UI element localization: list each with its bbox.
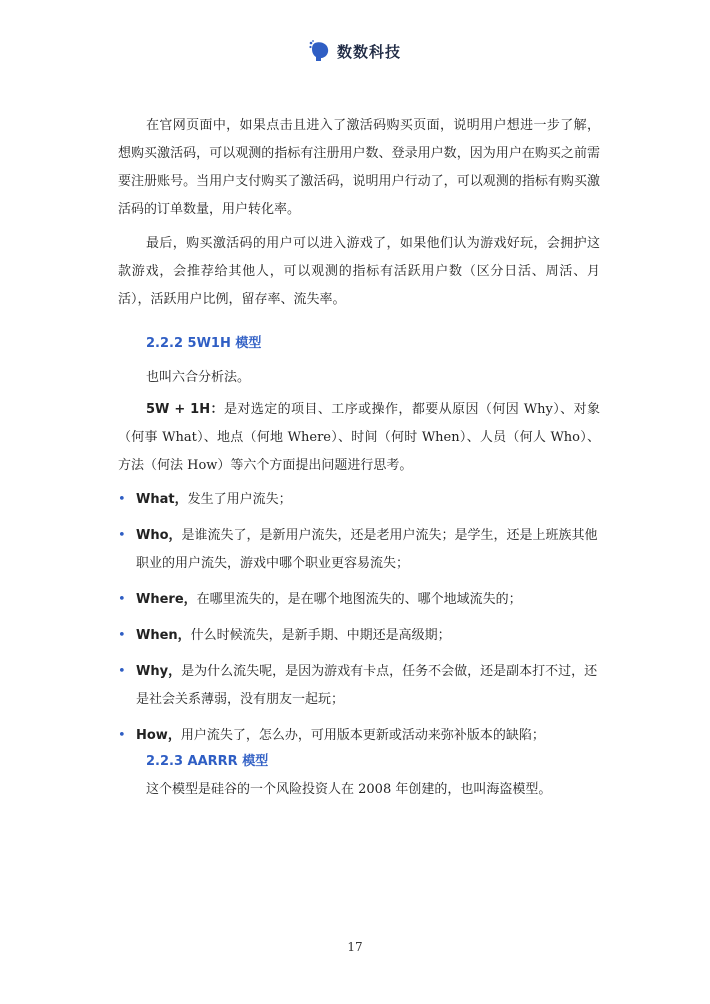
bullet-text: 发生了用户流失； — [187, 492, 292, 507]
page-number: 17 — [347, 940, 363, 954]
bullet-term: What， — [136, 492, 188, 507]
page-header — [0, 40, 710, 62]
bullet-text: 用户流失了，怎么办，可用版本更新或活动来弥补版本的缺陷； — [180, 728, 545, 743]
lead-paragraph — [118, 396, 600, 480]
bullet-term: When， — [136, 628, 191, 643]
paragraph: 在官网页面中，如果点击且进入了激活码购买页面，说明用户想进一步了解，想购买激活码，可以观测的指标有注册用户数、登录用户数，因为用户在购买之前需要注册账号。当用户支付购买了激活码，说明用户行动了，可以观测的指标有购买激活码的订单数量，用户转化率。 — [118, 118, 600, 217]
bullet-text: 是为什么流失呢，是因为游戏有卡点，任务不会做，还是副本打不过，还是社会关系薄弱，没有朋友一起玩； — [136, 664, 598, 707]
list-item — [118, 486, 600, 514]
brain-dots-icon — [309, 40, 331, 62]
bullet-term: Where， — [136, 592, 197, 607]
list-item — [118, 522, 600, 578]
section-intro: 这个模型是硅谷的一个风险投资人在 2008 年创建的，也叫海盗模型。 — [146, 782, 552, 797]
top-text — [118, 112, 600, 320]
bullet-icon: • — [118, 592, 126, 607]
bullet-text: 在哪里流失的，是在哪个地图流失的、哪个地域流失的； — [196, 592, 522, 607]
bullet-text: 什么时候流失，是新手期、中期还是高级期； — [190, 628, 451, 643]
list-item — [118, 586, 600, 614]
bullet-icon: • — [118, 628, 126, 643]
section-heading: 2.2.3 AARRR 模型 — [146, 754, 269, 769]
paragraph: 最后，购买激活码的用户可以进入游戏了，如果他们认为游戏好玩，会拥护这款游戏，会推荐给其他人，可以观测的指标有活跃用户数（区分日活、周活、月活），活跃用户比例，留存率、流失率。 — [118, 236, 600, 307]
lead-text: 是对选定的项目、工序或操作，都要从原因（何因 Why）、对象（何事 What）、地点（何地 Where）、时间（何时 When）、人员（何人 Who）、方法（何法 How）等六个方面提出问题进行思考。 — [118, 402, 600, 473]
section-5w1h — [118, 330, 600, 758]
bullet-term: How， — [136, 728, 181, 743]
brand-name: 数数科技 — [336, 42, 401, 61]
bullet-term: Who， — [136, 528, 182, 543]
list-item — [118, 622, 600, 650]
list-item — [118, 722, 600, 750]
section-heading: 2.2.2 5W1H 模型 — [146, 336, 262, 351]
lead-term: 5W + 1H： — [146, 402, 224, 417]
bullet-icon: • — [118, 528, 126, 543]
bullet-icon: • — [118, 728, 126, 743]
bullet-term: Why， — [136, 664, 182, 679]
bullet-text: 是谁流失了，是新用户流失，还是老用户流失；是学生，还是上班族其他职业的用户流失，游戏中哪个职业更容易流失； — [136, 528, 598, 571]
section-aarrr — [118, 748, 600, 804]
list-item — [118, 658, 600, 714]
bullet-icon: • — [118, 492, 126, 507]
bullet-icon: • — [118, 664, 126, 679]
section-intro: 也叫六合分析法。 — [146, 370, 251, 385]
